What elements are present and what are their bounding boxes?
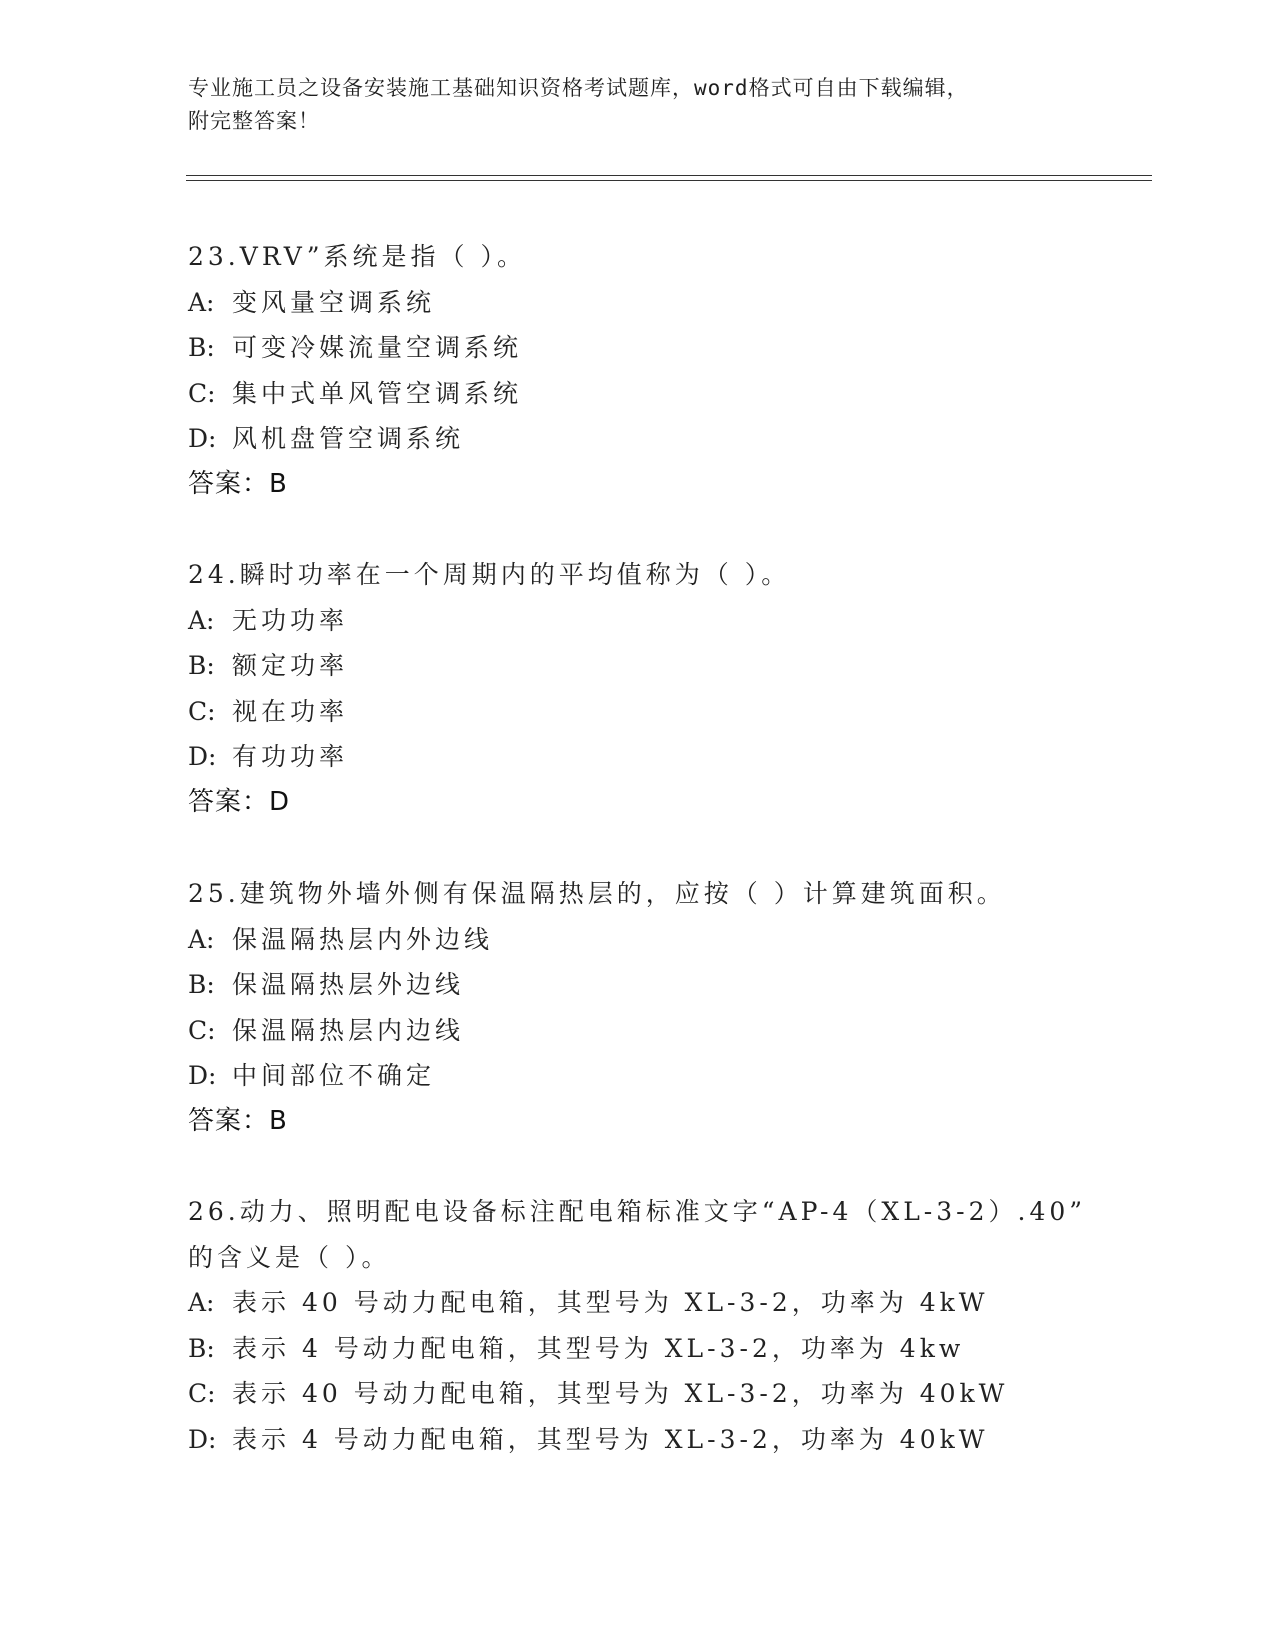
option-text: 表示 4 号动力配电箱，其型号为 XL-3-2，功率为 40kW xyxy=(232,1424,989,1454)
answer-label: 答案：D xyxy=(188,786,291,817)
option-c xyxy=(188,371,1088,417)
option-c xyxy=(188,1008,1088,1054)
document-header xyxy=(188,72,1068,138)
question-stem-line-1: 26.动力、照明配电设备标注配电箱标准文字“AP-4（XL-3-2）.40” xyxy=(188,1197,1087,1226)
option-key: A: xyxy=(188,605,215,635)
option-text: 风机盘管空调系统 xyxy=(232,424,465,453)
option-b xyxy=(188,643,1088,689)
option-b xyxy=(188,1326,1088,1372)
question-25 xyxy=(188,871,1088,1144)
option-key: A: xyxy=(188,924,215,954)
option-a xyxy=(188,280,1088,326)
option-text: 视在功率 xyxy=(232,696,349,726)
option-d xyxy=(188,416,1088,462)
question-stem-line-2: 的含义是（ ）。 xyxy=(188,1242,391,1272)
header-line-2: 附完整答案！ xyxy=(188,109,320,133)
option-text: 有功功率 xyxy=(232,742,349,771)
option-key: D: xyxy=(188,1424,217,1454)
question-24 xyxy=(188,552,1088,825)
question-26 xyxy=(188,1189,1088,1462)
option-key: D: xyxy=(188,424,217,453)
option-key: B: xyxy=(188,333,215,362)
option-text: 保温隔热层外边线 xyxy=(232,970,465,999)
answer-label: 答案：B xyxy=(188,468,288,499)
option-a xyxy=(188,917,1088,963)
option-key: B: xyxy=(188,970,215,999)
option-text: 变风量空调系统 xyxy=(232,287,436,317)
option-text: 额定功率 xyxy=(232,651,349,680)
option-text: 可变冷媒流量空调系统 xyxy=(232,333,523,362)
option-key: A: xyxy=(188,287,215,317)
option-key: B: xyxy=(188,651,215,680)
option-c xyxy=(188,689,1088,735)
header-line-1: 专业施工员之设备安装施工基础知识资格考试题库，word格式可自由下载编辑， xyxy=(188,76,969,100)
answer-label: 答案：B xyxy=(188,1105,288,1136)
option-c xyxy=(188,1371,1088,1417)
option-key: A: xyxy=(188,1288,215,1317)
option-b xyxy=(188,962,1088,1008)
option-key: D: xyxy=(188,1061,217,1090)
question-stem: 24.瞬时功率在一个周期内的平均值称为（ ）。 xyxy=(188,560,791,589)
question-23 xyxy=(188,234,1088,507)
question-stem: 25.建筑物外墙外侧有保温隔热层的，应按（ ）计算建筑面积。 xyxy=(188,879,1006,908)
option-key: C: xyxy=(188,1379,216,1408)
option-text: 集中式单风管空调系统 xyxy=(232,378,523,408)
option-text: 无功功率 xyxy=(232,605,349,635)
option-d xyxy=(188,734,1088,780)
option-b xyxy=(188,325,1088,371)
option-key: B: xyxy=(188,1333,215,1363)
option-key: C: xyxy=(188,378,216,408)
option-key: C: xyxy=(188,1015,216,1045)
option-text: 表示 4 号动力配电箱，其型号为 XL-3-2，功率为 4kw xyxy=(232,1333,965,1363)
option-text: 中间部位不确定 xyxy=(232,1061,436,1090)
header-divider xyxy=(186,175,1152,181)
option-key: C: xyxy=(188,696,216,726)
question-stem: 23.VRV”系统是指（ ）。 xyxy=(188,242,526,271)
option-a xyxy=(188,598,1088,644)
option-d xyxy=(188,1417,1088,1463)
option-text: 保温隔热层内外边线 xyxy=(232,924,494,954)
option-text: 表示 40 号动力配电箱，其型号为 XL-3-2，功率为 40kW xyxy=(232,1379,1009,1408)
option-text: 保温隔热层内边线 xyxy=(232,1015,465,1045)
option-d xyxy=(188,1053,1088,1099)
option-key: D: xyxy=(188,742,217,771)
option-text: 表示 40 号动力配电箱，其型号为 XL-3-2，功率为 4kW xyxy=(232,1288,989,1317)
option-a xyxy=(188,1280,1088,1326)
